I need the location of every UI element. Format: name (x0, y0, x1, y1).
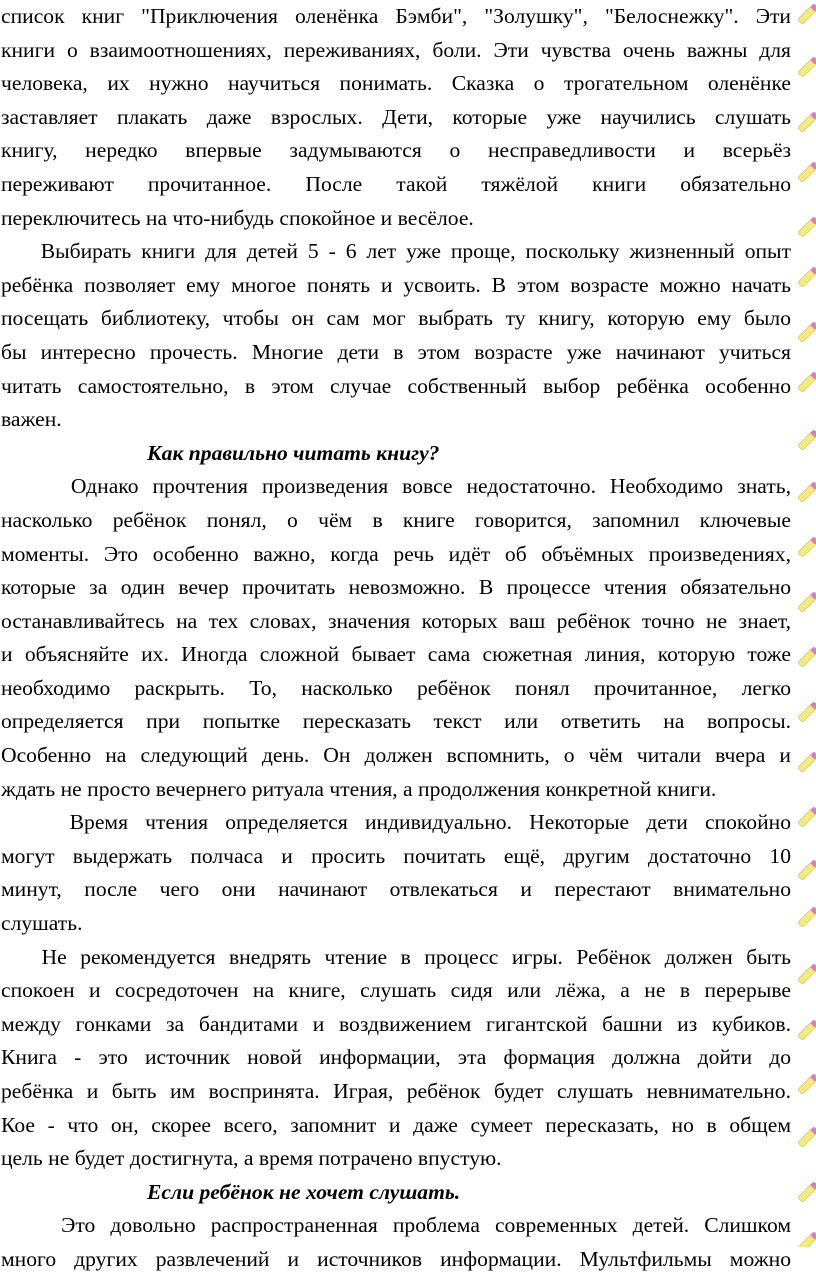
pencil-icon (798, 1180, 816, 1202)
paragraph-line: цель не будет достигнута, а время потрачено впустую. (1, 1146, 502, 1171)
pencil-icon (798, 535, 816, 557)
paragraph-line: ребёнка позволяет ему многое понять и усвоить. В этом возрасте можно начать (1, 272, 791, 297)
paragraph-line: переживают прочитанное. После такой тяжёлой книги обязательно (1, 171, 791, 196)
paragraph-line: посещать библиотеку, чтобы он сам мог выбрать ту книгу, которую ему было (1, 306, 791, 331)
pencil-icon (798, 645, 816, 667)
pencil-icon (798, 1125, 816, 1147)
pencil-icon (798, 428, 816, 450)
pencil-icon (798, 805, 816, 827)
section-heading: Как правильно читать книгу? (147, 440, 440, 465)
paragraph-line: Время чтения определяется индивидуально. Некоторые дети спокойно (1, 810, 791, 835)
pencil-icon (798, 160, 816, 182)
paragraph-line: Не рекомендуется внедрять чтение в процесс игры. Ребёнок должен быть (1, 944, 791, 969)
paragraph-line: Книга - это источник новой информации, эта формация должна дойти до (1, 1045, 791, 1070)
pencil-icon (798, 320, 816, 342)
pencil-icon (798, 700, 816, 722)
paragraph-line: Выбирать книги для детей 5 - 6 лет уже проще, поскольку жизненный опыт (1, 239, 791, 264)
pencil-icon (798, 905, 816, 927)
paragraph-line: много других развлечений и источников информации. Мультфильмы можно (1, 1246, 791, 1271)
pencil-border (796, 0, 816, 1247)
paragraph-line: минут, после чего они начинают отвлекаться и перестают внимательно (1, 877, 791, 902)
section-heading: Если ребёнок не хочет слушать. (147, 1179, 461, 1204)
paragraph-line: читать самостоятельно, в этом случае собственный выбор ребёнка особенно (1, 373, 791, 398)
pencil-icon (798, 590, 816, 612)
paragraph-line: список книг "Приключения оленёнка Бэмби", "Золушку", "Белоснежку". Эти (1, 4, 791, 28)
pencil-icon (798, 962, 816, 984)
paragraph-line: Кое - что он, скорее всего, запомнит и даже сумеет пересказать, но в общем (1, 1112, 791, 1137)
paragraph-line: Однако прочтения произведения вовсе недостаточно. Необходимо знать, (1, 474, 791, 499)
pencil-icon (798, 215, 816, 237)
pencil-icon (798, 858, 816, 880)
pencil-icon (798, 265, 816, 287)
paragraph-line: человека, их нужно научиться понимать. Сказка о трогательном оленёнке (1, 71, 791, 96)
paragraph-line: слушать. (1, 911, 83, 936)
paragraph-line: необходимо раскрыть. То, насколько ребёнок понял прочитанное, легко (1, 675, 791, 700)
pencil-icon (798, 1018, 816, 1040)
pencil-icon (798, 480, 816, 502)
paragraph-line: Особенно на следующий день. Он должен вспомнить, о чём читали вчера и (1, 743, 791, 768)
paragraph-line: насколько ребёнок понял, о чём в книге говорится, запомнил ключевые (1, 507, 791, 532)
pencil-icon (798, 750, 816, 772)
pencil-icon (798, 1230, 816, 1247)
paragraph-line: определяется при попытке пересказать текст или ответить на вопросы. (1, 709, 791, 734)
paragraph-line: ребёнка и быть им воспринята. Играя, ребёнок будет слушать невнимательно. (1, 1079, 791, 1103)
paragraph-line: заставляет плакать даже взрослых. Дети, которые уже научились слушать (1, 104, 791, 129)
paragraph-line: бы интересно прочесть. Многие дети в этом возрасте уже начинают учиться (1, 339, 791, 364)
paragraph-line: которые за один вечер прочитать невозможно. В процессе чтения обязательно (1, 575, 791, 600)
paragraph-line: книги о взаимоотношениях, переживаниях, боли. Эти чувства очень важны для (1, 37, 791, 62)
paragraph-line: важен. (1, 407, 62, 432)
pencil-icon (798, 110, 816, 132)
pencil-icon (798, 1072, 816, 1094)
pencil-icon (798, 55, 816, 77)
paragraph-line: останавливайтесь на тех словах, значения которых ваш ребёнок точно не знает, (1, 608, 791, 633)
paragraph-line: моменты. Это особенно важно, когда речь идёт об объёмных произведениях, (1, 541, 791, 566)
document-page (1, 0, 791, 1277)
paragraph-line: спокоен и сосредоточен на книге, слушать сидя или лёжа, а не в перерыве (1, 978, 791, 1003)
paragraph-line: между гонками за бандитами и воздвижением гигантской башни из кубиков. (1, 1011, 791, 1036)
paragraph-line: Это довольно распространенная проблема современных детей. Слишком (1, 1213, 791, 1238)
pencil-icon (798, 2, 816, 24)
paragraph-line: могут выдержать полчаса и просить почитать ещё, другим достаточно 10 (1, 843, 791, 868)
paragraph-line: переключитесь на что-нибудь спокойное и весёлое. (1, 205, 474, 230)
paragraph-line: ждать не просто вечернего ритуала чтения, а продолжения конкретной книги. (1, 776, 717, 801)
paragraph-line: и объясняйте их. Иногда сложной бывает сама сюжетная линия, которую тоже (1, 642, 791, 667)
paragraph-line: книгу, нередко впервые задумываются о несправедливости и всерьёз (1, 138, 791, 163)
pencil-icon (798, 370, 816, 392)
